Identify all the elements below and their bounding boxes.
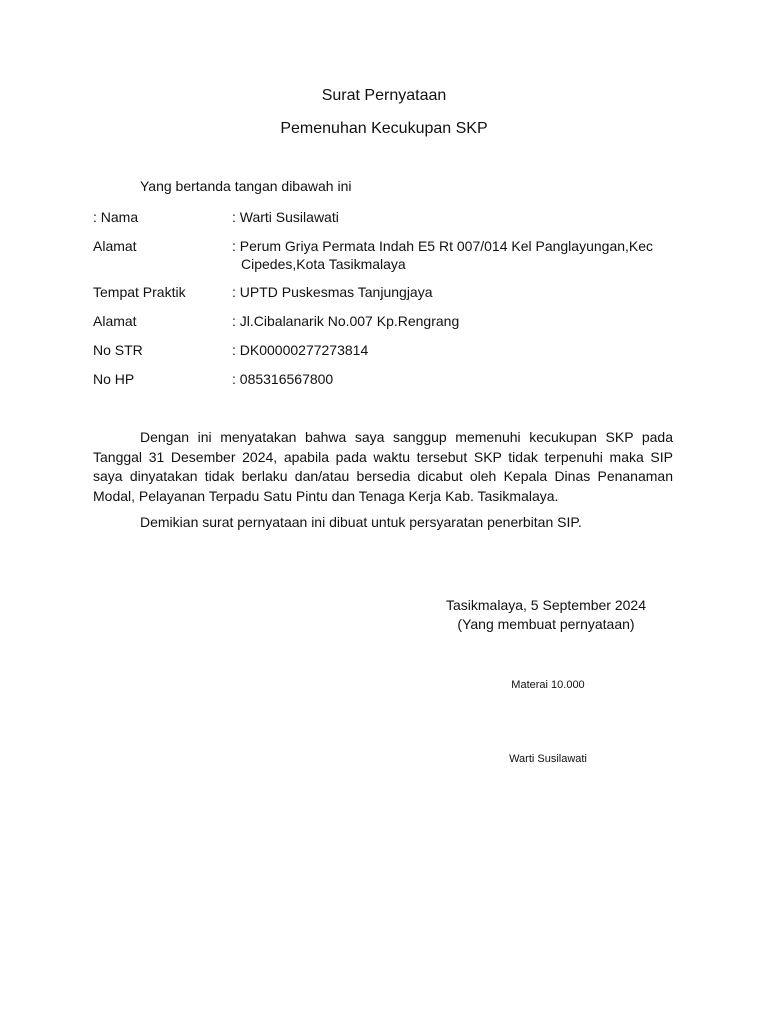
field-value-text: : Warti Susilawati [232, 209, 339, 225]
field-label: Alamat [93, 238, 137, 254]
field-value-text: : UPTD Puskesmas Tanjungjaya [232, 284, 433, 300]
intro-text: Yang bertanda tangan dibawah ini [140, 178, 352, 194]
field-value [232, 341, 672, 359]
field-value-text: : Perum Griya Permata Indah E5 Rt 007/014 Kel Panglayungan,Kec [232, 238, 654, 254]
stamp-duty-label: Materai 10.000 [511, 679, 585, 691]
field-value-text: : DK00000277273814 [232, 342, 369, 358]
document-subtitle: Pemenuhan Kecukupan SKP [280, 120, 488, 137]
field-value-text: : Jl.Cibalanarik No.007 Kp.Rengrang [232, 313, 460, 329]
place-date: Tasikmalaya, 5 September 2024 [446, 597, 646, 613]
field-value [232, 208, 672, 226]
signer-name: Warti Susilawati [509, 753, 587, 765]
field-value [232, 283, 672, 301]
signer-role: (Yang membuat pernyataan) [457, 616, 635, 632]
document-title: Surat Pernyataan [321, 87, 447, 104]
field-label: Alamat [93, 313, 137, 329]
statement-paragraph: Dengan ini menyatakan bahwa saya sanggup memenuhi kecukupan SKP pada Tanggal 31 Desember 2024, apabila pada waktu tersebut SKP tidak terpenuhi maka SIP saya dinyatakan tidak berlaku dan/atau bersedia dicabut oleh Kepala Dinas Penanaman Modal, Pelayanan Terpadu Satu Pintu dan Tenaga Kerja Kab. Tasikmalaya. [93, 429, 673, 504]
field-value [232, 370, 672, 388]
field-label: Tempat Praktik [93, 284, 186, 300]
field-value-text: : 085316567800 [232, 371, 334, 387]
field-label: No STR [93, 342, 143, 358]
field-label: No HP [93, 371, 135, 387]
closing-paragraph: Demikian surat pernyataan ini dibuat untuk persyaratan penerbitan SIP. [140, 514, 582, 530]
field-value [232, 237, 672, 273]
field-value-continuation: Cipedes,Kota Tasikmalaya [241, 256, 406, 272]
field-label: : Nama [93, 209, 139, 225]
field-value [232, 312, 672, 330]
